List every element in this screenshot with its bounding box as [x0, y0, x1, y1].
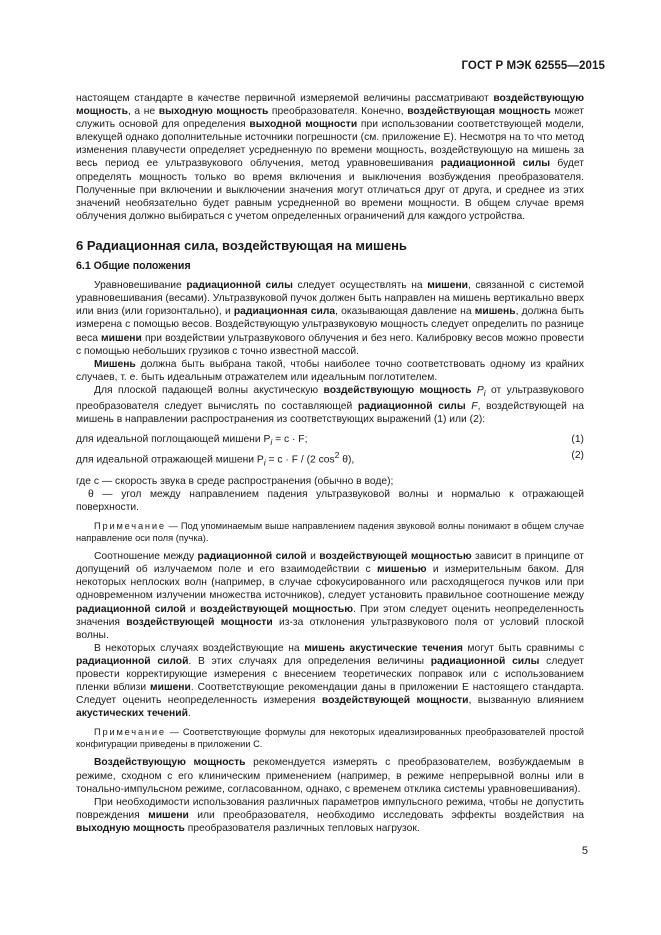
- text-run: и: [306, 551, 320, 563]
- text-run: из-за отклонения ультразвукового поля от условий плоской волны.: [76, 616, 585, 641]
- text-run: и: [185, 603, 200, 615]
- text-run: = c · F;: [272, 434, 308, 446]
- term-bold: воздействующей мощностью: [319, 551, 472, 563]
- text-run: = c · F / (2 cos: [265, 454, 335, 466]
- note-2: [76, 726, 584, 750]
- paragraph-balance: [76, 279, 584, 358]
- term-bold: воздействующую мощность: [76, 93, 584, 118]
- formula-1-number: (1): [571, 434, 584, 446]
- text-run: При необходимости использования различных параметров импульсного режима, чтобы не допустить повреждения: [76, 796, 584, 821]
- term-bold: выходную мощность: [76, 822, 185, 834]
- formula-1-expression: [76, 433, 307, 449]
- text-run: Для плоской падающей волны акустическую: [94, 384, 324, 396]
- text-run: следует осуществлять на: [292, 280, 428, 292]
- term-bold: радиационной силы: [357, 401, 466, 413]
- text-run: . В этих случаях для определения величины: [188, 655, 431, 667]
- text-run: В некоторых случаях воздействующие на: [94, 642, 305, 654]
- page-content: [76, 92, 584, 835]
- term-bold: Мишень: [94, 358, 136, 370]
- paragraph-streaming: [76, 642, 584, 721]
- term-bold: радиационной силой: [197, 551, 307, 563]
- formula-2: [76, 449, 584, 470]
- text-run: следует провести корректирующие измерения с внесением теоретических поправок или с использованием пленки вблизи: [76, 655, 584, 694]
- term-bold: воздействующая мощность: [407, 106, 551, 118]
- term-bold: воздействующей мощностью: [199, 603, 354, 615]
- text-run: или преобразователя, необходимо исследовать эффекты воздействия на: [188, 809, 584, 821]
- text-run: . Соответствующие рекомендации даны в приложении Е настоящего стандарта. Следует оценить неопределенность измерения: [76, 682, 585, 707]
- paragraph-plane-wave: [76, 384, 584, 426]
- formula-2-number: (2): [571, 450, 584, 462]
- text-run: должна быть выбрана такой, чтобы наиболее точно соответствовать одному из крайних случаев, т. е. быть идеальным отражателем или идеальным поглотителем.: [76, 358, 584, 383]
- text-run: для идеальной поглощающей мишени P: [76, 434, 271, 446]
- text-run: , воздействующей на мишень в направлении распространения из соответствующих выражений (1) или (2):: [76, 401, 585, 426]
- symbol-f: F: [465, 401, 478, 413]
- text-run: , связанной с системой уравновешивания (весами). Ультразвуковой пучок должен быть направлен на мишень вертикально вверх или вниз (или горизонтально), и: [76, 280, 585, 318]
- subscript: i: [263, 457, 266, 468]
- term-bold: радиационной силой: [76, 603, 186, 615]
- note-label: Примечание: [94, 521, 166, 532]
- text-run: могут быть сравнимы с: [462, 642, 584, 654]
- text-run: для идеальной отражающей мишени P: [76, 454, 264, 466]
- text-run: преобразователя различных тепловых нагрузок.: [184, 822, 420, 834]
- paragraph-measure-mode: [76, 756, 584, 795]
- text-run: , вызванную влиянием: [468, 695, 584, 707]
- term-bold: выходной мощности: [249, 119, 358, 131]
- term-bold: воздействующей мощности: [321, 695, 469, 707]
- text-run: будет определять мощность только во время включения и выключения возбуждения преобразователя. Полученные при включении и выключении значения могут отличаться друг от друга, и среднее из этих значений необязательно будет равным усредненной во времени мощности. В общем случае время облучения должно выбираться с учетом определенных ограничений для каждого устройства.: [76, 158, 584, 222]
- page-number: 5: [581, 845, 588, 857]
- text-run: и измерительным баком. Для некоторых неплоских волн (например, в случае сфокусированного или расходящегося пучков или при одновременном излучении множества источников), следует установить правильное соотношение между: [76, 564, 584, 602]
- note-label: Примечание: [94, 727, 166, 738]
- text-run: настоящем стандарте в качестве первичной измеряемой величины рассматривают: [76, 93, 494, 104]
- text-run: рекомендуется измерять с преобразователем, возбуждаемым в режиме, сходном с его клиническим применением (например, в режиме непрерывной волны или в тонально-импульсном режиме, согласованном, однако, с временем отклика системы уравновешивания).: [76, 757, 584, 795]
- text-run: при использовании соответствующей модели, влекущей однако дополнительные источники погрешности (см. приложение Е). Несмотря на то что метод изменения плавучести определяет усредненную по времени мощность, воздействующую на мишень за весь период ее ультразвукового облучения, метод уравновешивания: [76, 119, 584, 170]
- term-bold: мишени: [427, 280, 469, 292]
- term-bold: радиационной силы: [430, 655, 540, 667]
- text-run: , оказывающая давление на: [335, 306, 475, 318]
- text-run: , а не: [127, 106, 159, 118]
- term-bold: акустических течений: [76, 708, 188, 720]
- term-bold: мишень акустические течения: [304, 642, 463, 654]
- section-6-heading: 6 Радиационная сила, воздействующая на мишень: [76, 237, 407, 253]
- text-run: , должна быть измерена с помощью весов. Воздействующую ультразвуковую мощность следует определить по разнице веса: [76, 306, 585, 344]
- term-bold: мишени: [101, 332, 142, 344]
- text-run: .: [187, 708, 191, 720]
- term-bold: мишени: [148, 809, 189, 821]
- text-run: θ),: [339, 454, 355, 466]
- term-bold: выходную мощность: [158, 106, 269, 118]
- term-bold: радиационной силой: [76, 655, 189, 667]
- formula-1: [76, 433, 584, 449]
- term-bold: мишени: [150, 682, 191, 694]
- text-run: при воздействии ультразвукового облучения и без него. Калибровку весов можно провести с помощью небольших грузиков с точно известной массой.: [76, 332, 584, 357]
- paragraph-pulse-params: [76, 796, 584, 835]
- note-text: — Под упоминаемым выше направлением падения звуковой волны понимают в общем случае направление оси поля (пучка).: [76, 521, 584, 544]
- subscript: i: [483, 387, 486, 398]
- text-run: Соотношение между: [94, 551, 198, 563]
- formula-2-expression: [76, 449, 354, 470]
- subscript: i: [270, 437, 273, 448]
- superscript: 2: [334, 450, 340, 461]
- term-bold: радиационная сила: [233, 306, 336, 318]
- section-6-1-heading: 6.1 Общие положения: [76, 260, 191, 273]
- note-1: [76, 520, 584, 544]
- term-bold: мишень: [474, 306, 516, 318]
- note-text: — Соответствующие формулы для некоторых идеализированных преобразователей простой конфигурации приведены в приложении С.: [76, 727, 584, 750]
- text-run: от ультразвукового преобразователя следует вычислять по составляющей: [76, 384, 584, 413]
- document-code-header: ГОСТ Р МЭК 62555—2015: [461, 60, 605, 72]
- term-bold: воздействующую мощность: [323, 384, 472, 396]
- text-run: преобразователя. Конечно,: [268, 106, 408, 118]
- where-theta-line: [76, 488, 584, 514]
- symbol-p: P: [471, 384, 484, 396]
- term-bold: радиационной силы: [186, 280, 293, 292]
- text-run: . При этом следует оценить неопределенность значения: [76, 603, 584, 628]
- intro-paragraph: [76, 92, 584, 223]
- term-bold: воздействующей мощности: [126, 616, 273, 628]
- term-bold: Воздействующую мощность: [94, 757, 246, 769]
- text-run: может служить основой для определения: [76, 106, 584, 131]
- text-run: Уравновешивание: [94, 280, 187, 292]
- paragraph-target: [76, 358, 584, 384]
- term-bold: мишенью: [376, 564, 427, 576]
- paragraph-ratio: [76, 550, 584, 642]
- term-bold: радиационной силы: [440, 158, 551, 170]
- text-run: θ — угол между направлением падения ультразвуковой волны и нормалью к отражающей поверхности.: [76, 489, 584, 514]
- where-c-line: где c — скорость звука в среде распространения (обычно в воде);: [76, 475, 394, 487]
- text-run: зависит в принципе от допущений об излучаемом поле и его взаимодействии с: [76, 551, 585, 576]
